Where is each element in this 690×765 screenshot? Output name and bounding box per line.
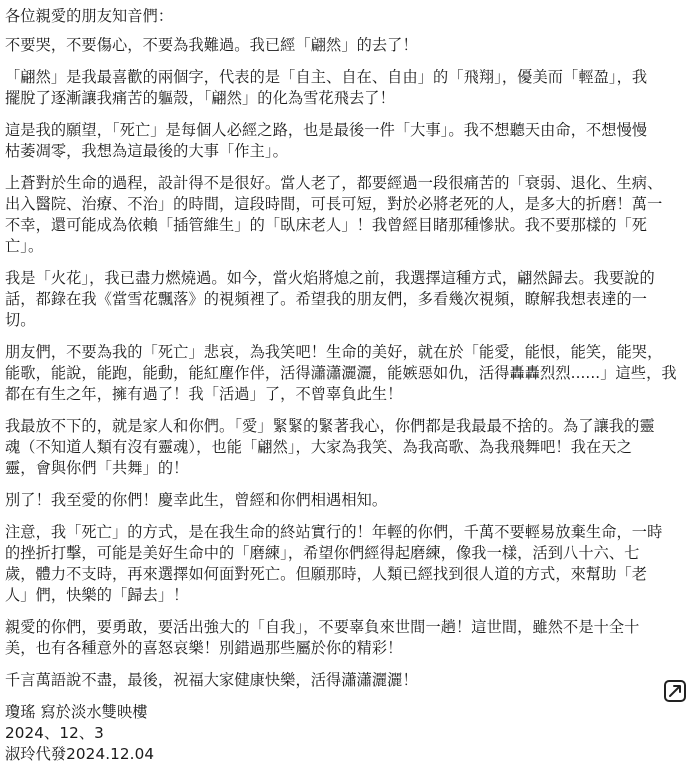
paragraph-9: 注意，我「死亡」的方式，是在我生命的終站實行的！年輕的你們，千萬不要輕易放棄生命，一時 的挫折打擊，可能是美好生命中的「磨練」，希望你們經得起磨練，像我一樣，活到八十六、七 歲，體力不支時，再來選擇如何面對死亡。但願那時，人類已經找到很人道的方式，來幫助「老 人」們，快樂的「歸去」！ [5,523,663,604]
letter-signature: 瓊瑤 寫於淡水雙映樓 [5,703,148,721]
share-icon[interactable] [664,680,686,702]
letter-document [5,6,683,765]
letter-date: 2024、12、3 [5,724,104,742]
paragraph-5: 我是「火花」，我已盡力燃燒過。如今，當火焰將熄之前，我選擇這種方式，翩然歸去。我要說的 話，都錄在我《當雪花飄落》的視頻裡了。希望我的朋友們，多看幾次視頻，瞭解我想表達的一 切。 [5,269,655,329]
paragraph-6: 朋友們，不要為我的「死亡」悲哀，為我笑吧！生命的美好，就在於「能愛，能恨，能笑，能哭， 能歌，能說，能跑，能動，能紅塵作伴，活得瀟瀟灑灑，能嫉惡如仇，活得轟轟烈烈......」這些，我 都在有生之年，擁有過了！我「活過」了，不曾辜負此生！ [5,343,677,403]
paragraph-7: 我最放不下的，就是家人和你們。「愛」緊緊的緊著我心，你們都是我最最不捨的。為了讓我的靈 魂（不知道人類有沒有靈魂），也能「翩然」，大家為我笑、為我高歌、為我飛舞吧！我在天之 靈，會與你們「共舞」的！ [5,417,655,477]
share-icon-glyph [666,682,684,700]
paragraph-8: 別了！我至愛的你們！慶幸此生，曾經和你們相遇相知。 [5,491,388,509]
paragraph-4: 上蒼對於生命的過程，設計得不是很好。當人老了，都要經過一段很痛苦的「衰弱、退化、生病、 出入醫院、治療、不治」的時間，這段時間，可長可短，對於必將老死的人，是多大的折磨！萬一 不幸，還可能成為依賴「插管維生」的「臥床老人」！我曾經目睹那種慘狀。我不要那樣的「死 亡」。 [5,174,663,255]
paragraph-11: 千言萬語說不盡，最後，祝福大家健康快樂，活得瀟瀟灑灑！ [5,671,418,689]
paragraph-1: 不要哭，不要傷心，不要為我難過。我已經「翩然」的去了！ [5,36,418,54]
letter-greeting: 各位親愛的朋友知音們： [5,7,174,25]
paragraph-3: 這是我的願望，「死亡」是每個人必經之路，也是最後一件「大事」。我不想聽天由命，不想慢慢 枯萎凋零，我想為這最後的大事「作主」。 [5,121,648,160]
paragraph-2: 「翩然」是我最喜歡的兩個字，代表的是「自主、自在、自由」的「飛翔」，優美而「輕盈」，我 擺脫了逐漸讓我痛苦的軀殼，「翩然」的化為雪花飛去了！ [5,68,648,107]
posted-by: 淑玲代發2024.12.04 [5,745,155,763]
paragraph-10: 親愛的你們，要勇敢，要活出強大的「自我」，不要辜負來世間一趟！這世間，雖然不是十全十 美，也有各種意外的喜怒哀樂！別錯過那些屬於你的精彩！ [5,618,640,657]
